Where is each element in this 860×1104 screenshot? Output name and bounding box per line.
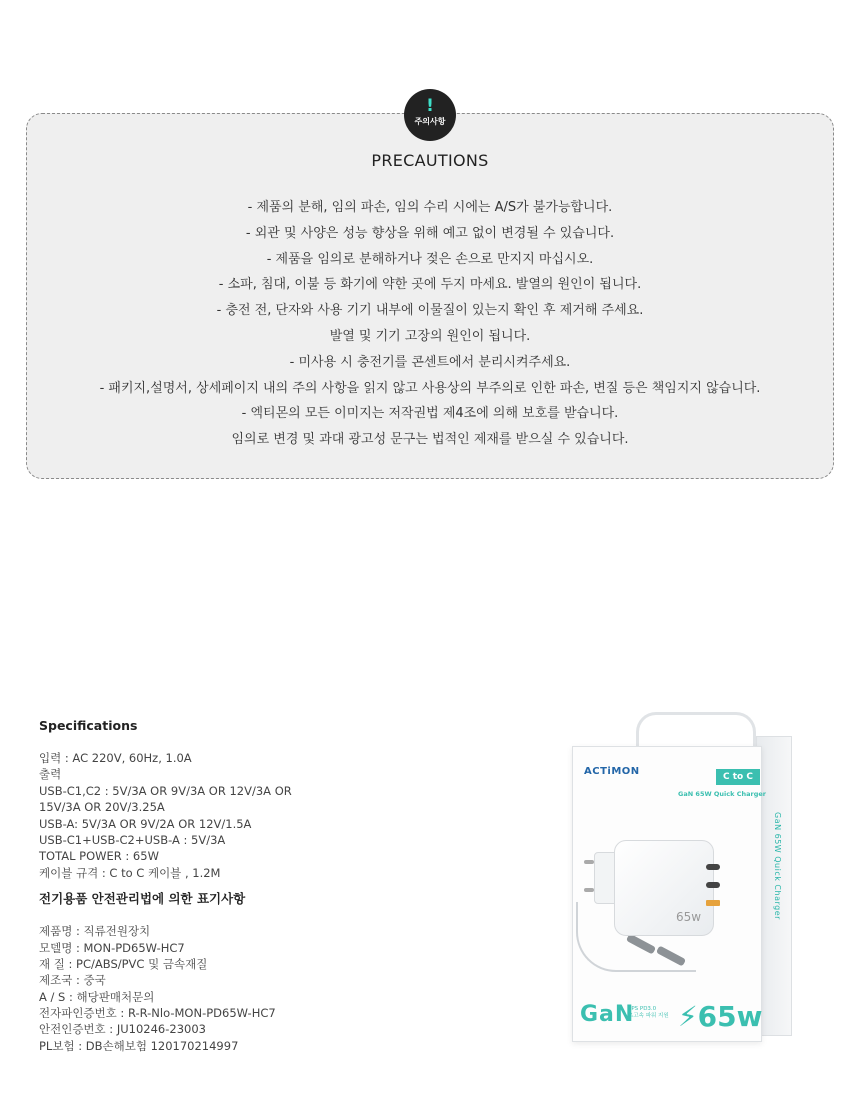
usb-a-port [706, 900, 720, 906]
precaution-item: - 패키지,설명서, 상세페이지 내의 주의 사항을 읽지 않고 사용상의 부주의로 인한 파손, 변질 등은 책임지지 않습니다. [99, 380, 761, 396]
safety-line: PL보험 : DB손해보험 120170214997 [39, 1038, 239, 1053]
brand-logo: ACTiMON [584, 766, 640, 777]
pps-note: PPS PD3.0 초고속 파워 지원 [628, 1006, 669, 1019]
precaution-item: - 소파, 침대, 이불 등 화기에 약한 곳에 두지 마세요. 발열의 원인이 됩니다. [218, 277, 642, 293]
spec-line: 15V/3A OR 20V/3.25A [39, 800, 165, 815]
watt-logo: ⚡65w [678, 1000, 763, 1033]
caution-badge [404, 89, 456, 141]
plug-pin [584, 888, 594, 892]
spec-line: TOTAL POWER : 65W [39, 849, 159, 864]
spec-line: 케이블 규격 : C to C 케이블 , 1.2M [39, 865, 221, 880]
precautions-list [0, 195, 860, 453]
spec-line: 입력 : AC 220V, 60Hz, 1.0A [39, 751, 192, 765]
safety-line: 모델명 : MON-PD65W-HC7 [39, 940, 185, 955]
specifications-section [39, 716, 339, 1054]
precaution-item: - 외관 및 사양은 성능 향상을 위해 예고 없이 변경될 수 있습니다. [245, 225, 615, 241]
precaution-item: 발열 및 기기 고장의 원인이 됩니다. [329, 328, 531, 344]
spec-line: USB-A: 5V/3A OR 9V/2A OR 12V/1.5A [39, 816, 252, 831]
caution-badge-label: 주의사항 [414, 117, 446, 126]
plug-pin [584, 860, 594, 864]
precautions-title: PRECAUTIONS [371, 151, 489, 170]
specifications-title: Specifications [39, 718, 138, 733]
precaution-item: - 제품을 임의로 분해하거나 젖은 손으로 만지지 마십시오. [266, 251, 594, 267]
box-side-text: GaN 65W Quick Charger [773, 812, 782, 920]
precaution-item: - 충전 전, 단자와 사용 기기 내부에 이물질이 있는지 확인 후 제거해 주세요. [216, 303, 644, 319]
safety-line: 제조국 : 중국 [39, 973, 106, 988]
safety-line: 재 질 : PC/ABS/PVC 및 금속재질 [39, 956, 208, 971]
precaution-item: 임의로 변경 및 과대 광고성 문구는 법적인 제재를 받으실 수 있습니다. [231, 432, 629, 448]
precaution-item: - 엑티몬의 모든 이미지는 저작권법 제4조에 의해 보호를 받습니다. [241, 406, 619, 422]
safety-line: 안전인증번호 : JU10246-23003 [39, 1022, 206, 1037]
exclamation-icon: ! [426, 96, 434, 116]
precaution-item: - 제품의 분해, 임의 파손, 임의 수리 시에는 A/S가 불가능합니다. [247, 200, 613, 215]
usb-c-port [706, 864, 720, 870]
product-box-image [566, 712, 806, 1052]
spec-line: USB-C1,C2 : 5V/3A OR 9V/3A OR 12V/3A OR [39, 783, 292, 798]
charger-label: 65w [676, 910, 702, 924]
precaution-item: - 미사용 시 충전기를 콘센트에서 분리시켜주세요. [289, 354, 571, 370]
box-subtitle: GaN 65W Quick Charger [678, 790, 766, 798]
safety-labels-title: 전기용품 안전관리법에 의한 표기사항 [39, 891, 246, 907]
safety-line: A / S : 해당판매처문의 [39, 989, 155, 1004]
safety-line: 제품명 : 직류전원장치 [39, 924, 151, 939]
safety-line: 전자파인증번호 : R-R-Nlo-MON-PD65W-HC7 [39, 1006, 276, 1021]
spec-line: 출력 [39, 767, 62, 782]
spec-line: USB-C1+USB-C2+USB-A : 5V/3A [39, 832, 226, 847]
gan-logo: GaN [580, 1002, 635, 1027]
c-to-c-badge: C to C [716, 769, 760, 785]
usb-c-port [706, 882, 720, 888]
